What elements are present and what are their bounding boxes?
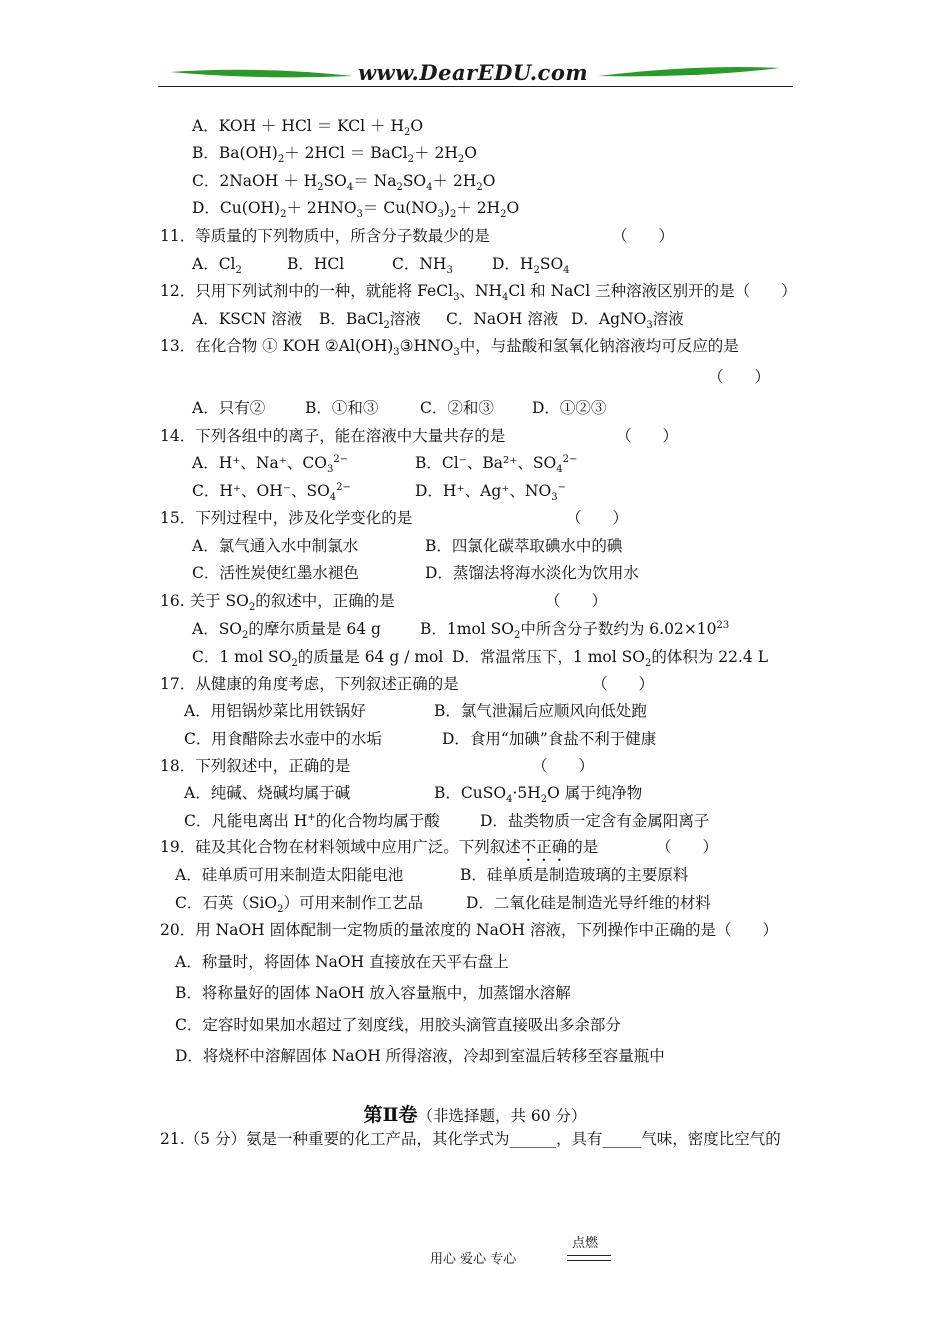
- q12-stem: 12．只用下列试剂中的一种，就能将 FeCl$_3$、$NH_4Cl$ 和 NaCl 三种溶液区别开的是（ ）: [160, 282, 797, 304]
- q10-option-a: A．KOH ＋ HCl ＝ KCl ＋ $H_2O$: [192, 117, 424, 139]
- q17-stem: 17．从健康的角度考虑，下列叙述正确的是: [160, 675, 459, 693]
- q11-option-d: D．$H_2SO_4$: [492, 255, 570, 277]
- q14-option-a: A．H⁺、Na⁺、$CO_3^{2-}$: [192, 453, 349, 476]
- q13-stem: 13．在化合物 ① KOH $②Al(OH)_3③HNO_3$中，与盐酸和氢氧化钠溶液均可反应的是: [160, 337, 739, 359]
- q11-answer-paren: （ ）: [612, 227, 675, 245]
- q10-option-c: C．2NaOH ＋ $H_2SO_4= Na_2SO_4+ 2H_2O$: [192, 172, 496, 194]
- footer-double-rule: [567, 1255, 611, 1261]
- q19-stem: 19．硅及其化合物在材料领域中应用广泛。下列叙述不正确的是: [160, 838, 599, 856]
- q13-option-a: A．只有②: [192, 399, 266, 417]
- q15-option-a: A．氯气通入水中制氯水: [192, 537, 359, 555]
- footer-ignite-label: 点燃: [572, 1236, 599, 1251]
- q12-option-d: D．AgNO$_3$溶液: [571, 310, 684, 332]
- q20-option-a: A．称量时，将固体 NaOH 直接放在天平右盘上: [175, 953, 509, 971]
- q16-option-d: D．常温常压下，1 mol $SO_2$的体积为 22.4 L: [452, 648, 769, 670]
- q12-option-a: A．KSCN 溶液: [192, 310, 303, 328]
- q12-option-c: C．NaOH 溶液: [446, 310, 559, 328]
- q15-stem: 15．下列过程中，涉及化学变化的是: [160, 509, 413, 527]
- q19-option-d: D．二氧化硅是制造光导纤维的材料: [466, 894, 711, 912]
- q17-option-d: D．食用“加碘”食盐不利于健康: [442, 730, 657, 748]
- section-title: 第Ⅱ卷（非选择题，共 60 分）: [363, 1104, 587, 1126]
- q14-answer-paren: （ ）: [616, 427, 679, 445]
- q16-answer-paren: （ ）: [545, 592, 608, 610]
- q13-answer-paren: （ ）: [708, 368, 771, 386]
- q20-stem: 20．用 NaOH 固体配制一定物质的量浓度的 NaOH 溶液，下列操作中正确的是（ ）: [160, 921, 778, 939]
- q10-option-b: B．$Ba(OH)_2+ 2HCl$ ＝ BaCl$_2$＋ $2H_2O$: [192, 144, 477, 166]
- q13-option-b: B．①和③: [305, 399, 379, 417]
- q11-stem: 11．等质量的下列物质中，所含分子数最少的是: [160, 227, 490, 245]
- q13-option-d: D．①②③: [532, 399, 607, 417]
- q11-option-c: C．$NH_3$: [392, 255, 453, 277]
- footer-slogan: 用心 爱心 专心: [430, 1252, 517, 1267]
- q16-option-b: B．1mol $SO_2$中所含分子数约为 $6.02\times 10^{23}$: [420, 619, 730, 642]
- q10-option-d: D．$Cu(OH)_2+ 2HNO_3= Cu(NO_3)_2+ 2H_2O$: [192, 199, 520, 221]
- q20-option-b: B．将称量好的固体 NaOH 放入容量瓶中，加蒸馏水溶解: [175, 984, 571, 1002]
- q18-option-b: B．$CuSO_4\cdot 5H_2O$ 属于纯净物: [434, 784, 643, 806]
- q17-answer-paren: （ ）: [592, 675, 655, 693]
- q19-answer-paren: （ ）: [656, 838, 719, 856]
- q11-option-b: B．HCl: [287, 255, 345, 273]
- header-rule: [158, 86, 793, 87]
- q20-option-c: C．定容时如果加水超过了刻度线，用胶头滴管直接吸出多余部分: [175, 1016, 621, 1034]
- q14-option-d: D．H⁺、Ag⁺、$NO_3^-$: [415, 481, 566, 504]
- q17-option-b: B．氯气泄漏后应顺风向低处跑: [434, 702, 647, 720]
- site-url: www.DearEDU.com: [357, 60, 589, 85]
- q14-option-c: C．H⁺、OH⁻、$SO_4^{2-}$: [192, 481, 351, 504]
- q19-option-c: C．石英（SiO$_2$）可用来制作工艺品: [175, 894, 424, 916]
- q17-option-c: C．用食醋除去水壶中的水垢: [184, 730, 382, 748]
- q11-option-a: A．$Cl_2$: [192, 255, 242, 277]
- q18-option-c: C．凡能电离出 H+的化合物均属于酸: [184, 811, 440, 830]
- q16-option-a: A．$SO_2$的摩尔质量是 64 g: [192, 620, 381, 642]
- q18-stem: 18．下列叙述中，正确的是: [160, 757, 351, 775]
- q15-option-b: B．四氯化碳萃取碘水中的碘: [425, 537, 623, 555]
- q16-stem: 16. 关于 $SO_2$的叙述中，正确的是: [160, 592, 395, 614]
- q20-option-d: D．将烧杯中溶解固体 NaOH 所得溶液，冷却到室温后转移至容量瓶中: [175, 1047, 665, 1065]
- q18-option-a: A．纯碱、烧碱均属于碱: [184, 784, 351, 802]
- q14-stem: 14．下列各组中的离子，能在溶液中大量共存的是: [160, 427, 506, 445]
- q14-option-b: B．Cl⁻、Ba²⁺、$SO_4^{2-}$: [415, 453, 578, 476]
- q19-option-a: A．硅单质可用来制造太阳能电池: [175, 866, 404, 884]
- q13-option-c: C．②和③: [420, 399, 494, 417]
- q12-option-b: B．BaCl$_2$溶液: [319, 310, 421, 332]
- q16-option-c: C．1 mol $SO_2$的质量是 64 g / mol: [192, 648, 444, 670]
- q21-stem: 21.（5 分）氨是一种重要的化工产品，其化学式为______，具有_____气味，密度比空气的: [160, 1130, 781, 1148]
- q15-option-c: C．活性炭使红墨水褪色: [192, 564, 359, 582]
- q15-option-d: D．蒸馏法将海水淡化为饮用水: [425, 564, 639, 582]
- q19-option-b: B．硅单质是制造玻璃的主要原料: [460, 866, 689, 884]
- q18-answer-paren: （ ）: [532, 757, 595, 775]
- q15-answer-paren: （ ）: [566, 509, 629, 527]
- q17-option-a: A．用铝锅炒菜比用铁锅好: [184, 702, 366, 720]
- q18-option-d: D．盐类物质一定含有金属阳离子: [480, 812, 710, 830]
